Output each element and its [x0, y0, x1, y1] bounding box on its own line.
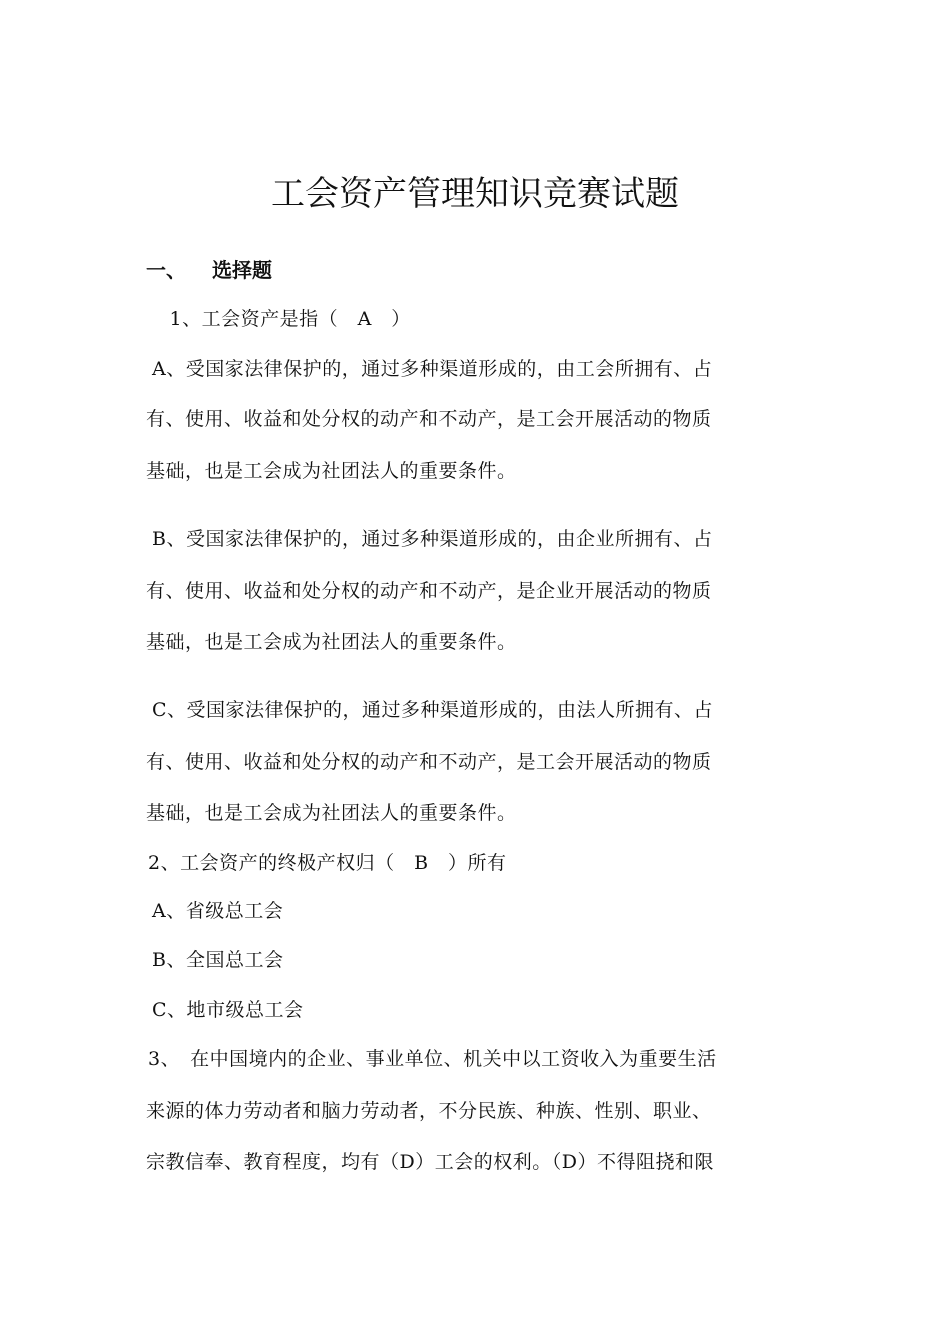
section-heading [146, 255, 272, 285]
section-number: 一、 [146, 258, 186, 282]
question-3-line-2: 来源的体力劳动者和脑力劳动者，不分民族、种族、性别、职业、 [146, 1100, 712, 1122]
option-2c: C、地市级总工会 [152, 999, 304, 1021]
option-1c-line-1: C、受国家法律保护的，通过多种渠道形成的，由法人所拥有、占 [152, 699, 714, 721]
question-3-line-1: 3、 在中国境内的企业、事业单位、机关中以工资收入为重要生活 [148, 1048, 717, 1070]
question-1: 1、工会资产是指（ A ） [150, 308, 411, 330]
option-1b-line-2: 有、使用、收益和处分权的动产和不动产，是企业开展活动的物质 [146, 580, 712, 602]
option-1c-line-2: 有、使用、收益和处分权的动产和不动产，是工会开展活动的物质 [146, 751, 712, 773]
option-1a-line-3: 基础，也是工会成为社团法人的重要条件。 [146, 460, 517, 482]
option-1a-line-1: A、受国家法律保护的，通过多种渠道形成的，由工会所拥有、占 [152, 358, 713, 380]
option-1b-line-1: B、受国家法律保护的，通过多种渠道形成的，由企业所拥有、占 [152, 528, 713, 550]
question-3-line-3: 宗教信奉、教育程度，均有（D）工会的权利。（D）不得阻挠和限 [146, 1151, 714, 1173]
document-title: 工会资产管理知识竞赛试题 [271, 174, 679, 214]
option-2b: B、全国总工会 [152, 949, 284, 971]
question-2: 2、工会资产的终极产权归（ B ）所有 [148, 852, 507, 874]
section-title: 选择题 [212, 258, 272, 282]
option-1c-line-3: 基础，也是工会成为社团法人的重要条件。 [146, 802, 517, 824]
option-1a-line-2: 有、使用、收益和处分权的动产和不动产，是工会开展活动的物质 [146, 408, 712, 430]
option-1b-line-3: 基础，也是工会成为社团法人的重要条件。 [146, 631, 517, 653]
option-2a: A、省级总工会 [152, 900, 284, 922]
